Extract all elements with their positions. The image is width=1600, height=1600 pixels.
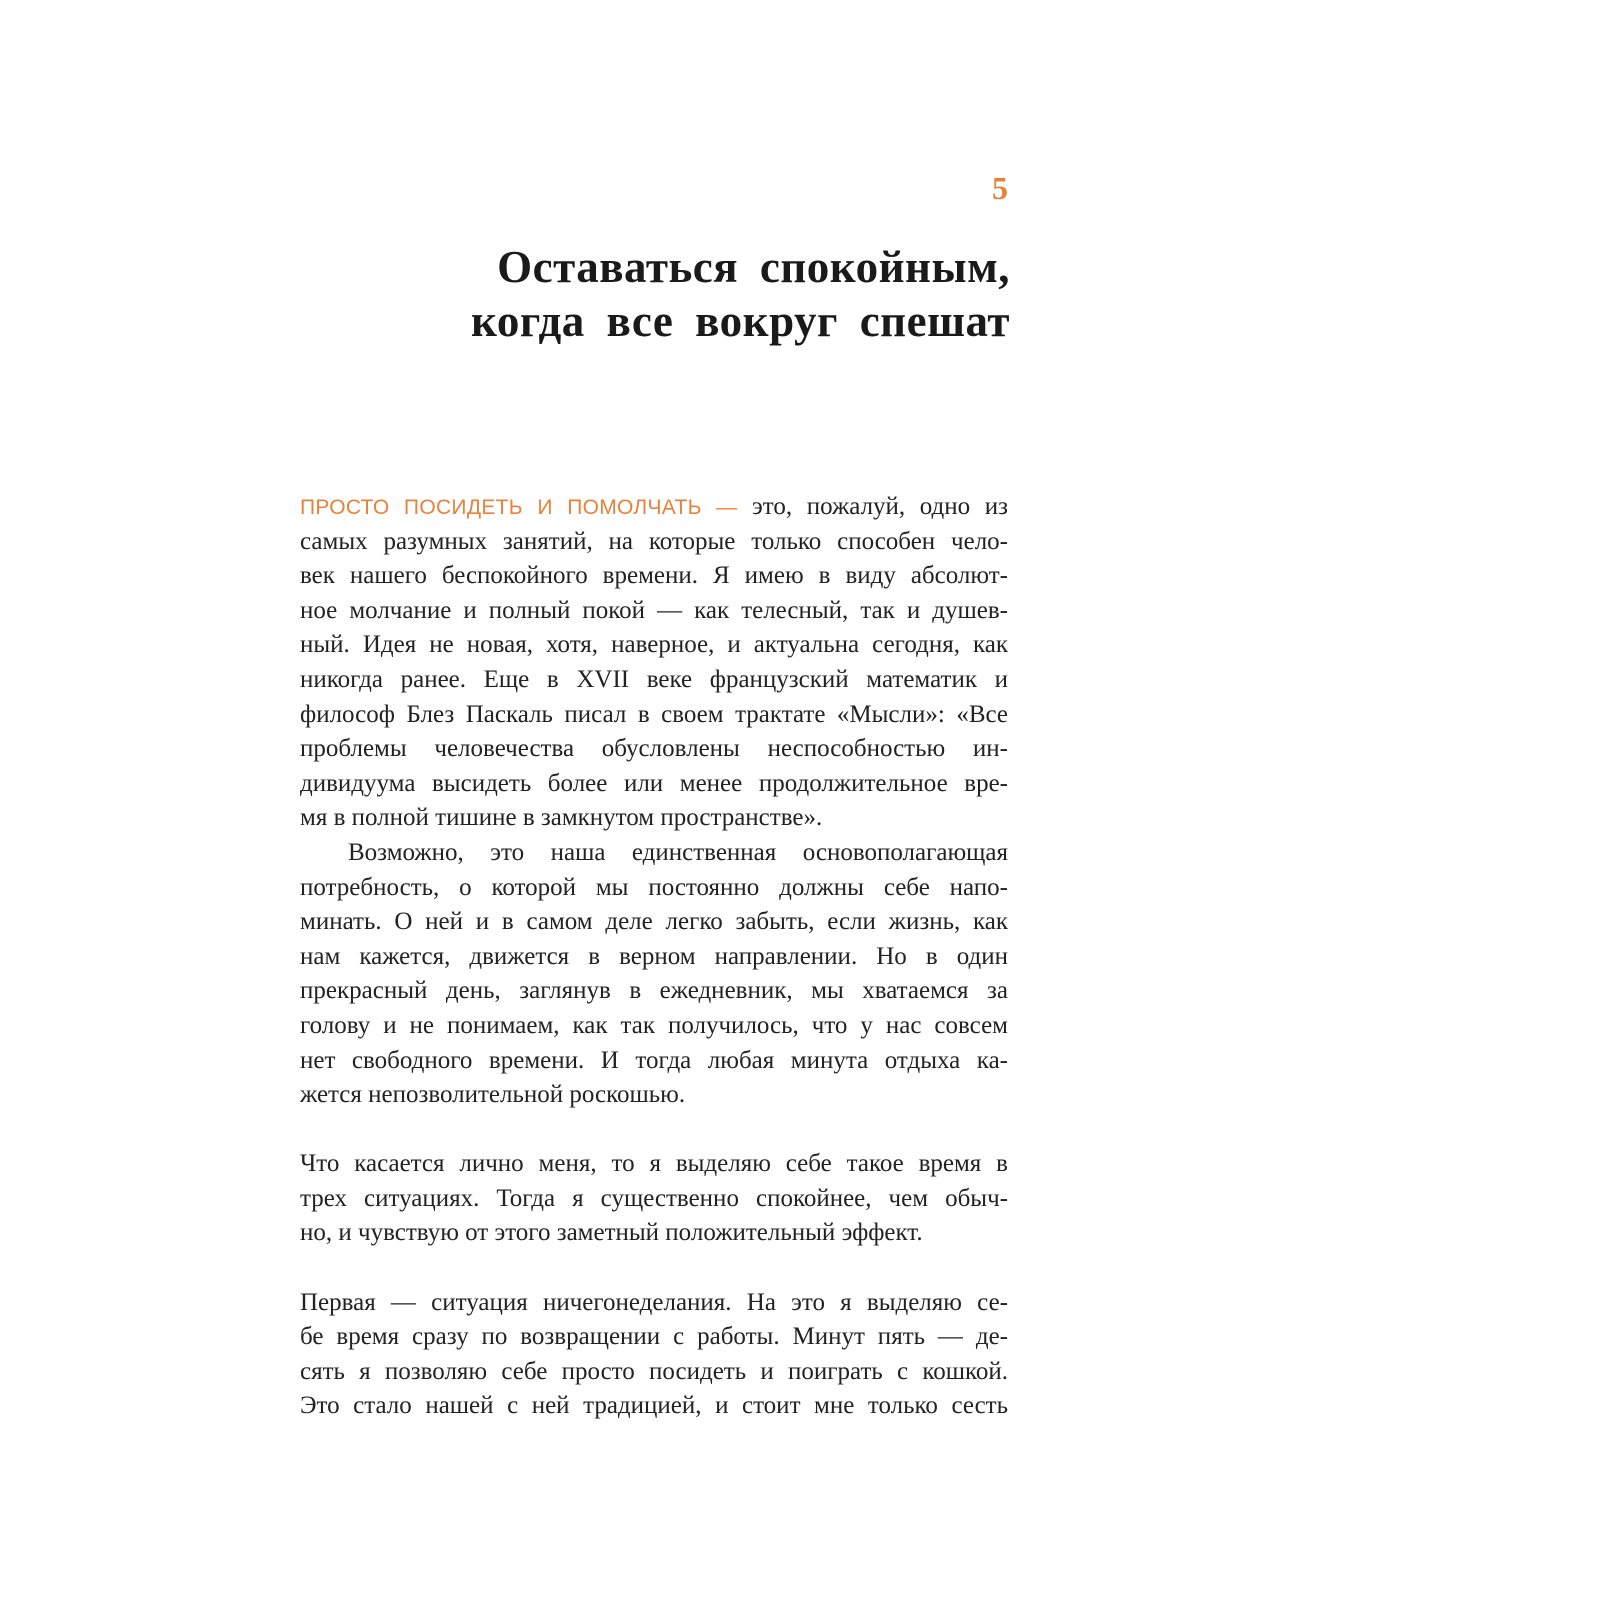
paragraph-2 — [300, 836, 1008, 1113]
text-line: век нашего беспокойного времени. Я имею в виду абсолют- — [300, 562, 1008, 590]
text-line: но, и чувствую от этого заметный положительный эффект. — [300, 1219, 923, 1247]
text-line: голову и не понимаем, как так получилось, что у нас совсем — [300, 1011, 1008, 1039]
text-line: Возможно, это наша единственная основополагающая — [348, 838, 1008, 866]
text-line: жется непозволительной роскошью. — [300, 1081, 686, 1109]
text-line: самых разумных занятий, на которые только способен чело- — [300, 527, 1008, 555]
text-line: потребность, о которой мы постоянно должны себе напо- — [300, 873, 1008, 901]
text-line: бе время сразу по возвращении с работы. Минут пять — де- — [300, 1323, 1008, 1351]
text-line — [300, 490, 1008, 525]
text-line: сять я позволяю себе просто посидеть и поиграть с кошкой. — [300, 1357, 1008, 1385]
text-line: Это стало нашей с ней традицией, и стоит мне только сесть — [300, 1392, 1008, 1420]
text-line: мя в полной тишине в замкнутом пространстве». — [300, 804, 823, 832]
body-text — [300, 490, 1008, 1424]
paragraph-4 — [300, 1286, 1008, 1424]
text-line: философ Блез Паскаль писал в своем трактате «Мысли»: «Все — [300, 700, 1008, 728]
lead-in-caps: ПРОСТО ПОСИДЕТЬ И ПОМОЛЧАТЬ — — [300, 496, 738, 519]
text-line: прекрасный день, заглянув в ежедневник, мы хватаемся за — [300, 977, 1008, 1005]
chapter-number: 5 — [992, 170, 1008, 206]
text-line: дивидуума высидеть более или менее продолжительное вре- — [300, 769, 1008, 797]
text-line: ный. Идея не новая, хотя, наверное, и актуальна сегодня, как — [300, 631, 1008, 659]
chapter-title-line: когда все вокруг спешат — [471, 296, 1010, 346]
text-line: нам кажется, движется в верном направлении. Но в один — [300, 942, 1008, 970]
text-line: Что касается лично меня, то я выделяю себе такое время в — [300, 1150, 1008, 1178]
chapter-title-line: Оставаться спокойным, — [497, 242, 1010, 292]
text-line: Первая — ситуация ничегонеделания. На это я выделяю се- — [300, 1288, 1008, 1316]
chapter-title — [430, 240, 1010, 348]
text-line: минать. О ней и в самом деле легко забыть, если жизнь, как — [300, 908, 1008, 936]
text-line: никогда ранее. Еще в XVII веке французский математик и — [300, 665, 1008, 693]
text-line: нет свободного времени. И тогда любая минута отдыха ка- — [300, 1046, 1008, 1074]
text-line: трех ситуациях. Тогда я существенно спокойнее, чем обыч- — [300, 1184, 1008, 1212]
paragraph-gap — [300, 1251, 1008, 1286]
paragraph-1 — [300, 490, 1008, 836]
paragraph-gap — [300, 1113, 1008, 1148]
text-line: проблемы человечества обусловлены неспособностью ин- — [300, 735, 1008, 763]
text-line: ное молчание и полный покой — как телесный, так и душев- — [300, 596, 1008, 624]
paragraph-3 — [300, 1147, 1008, 1251]
text-fragment: это, пожалуй, одно из — [737, 493, 1008, 520]
